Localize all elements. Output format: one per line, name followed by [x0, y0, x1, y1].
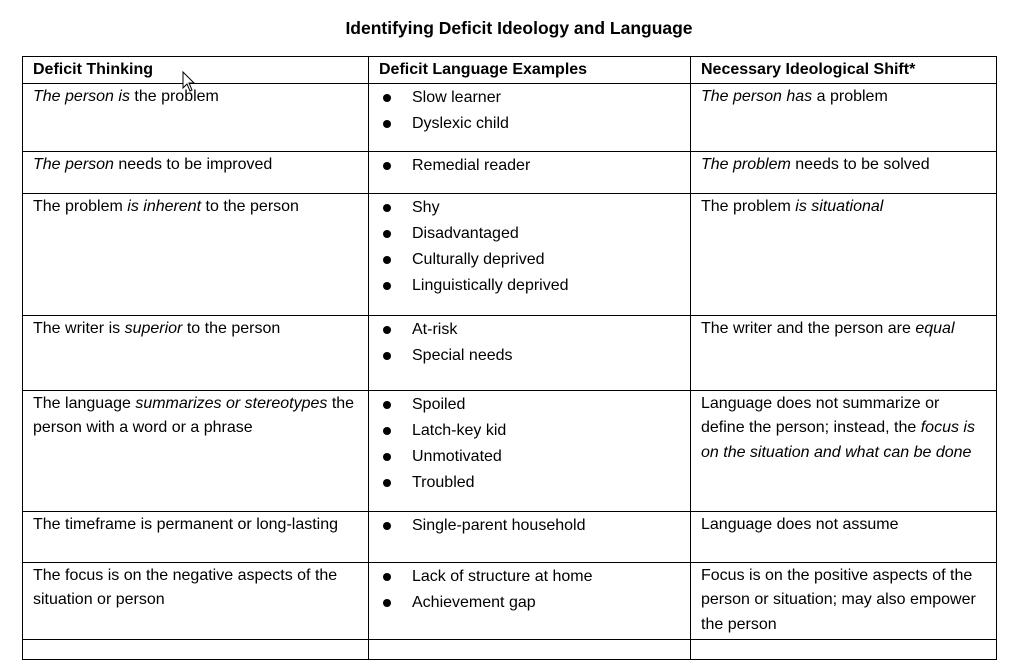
cell-text-segment: The writer is [33, 319, 125, 337]
cell-text-segment: is situational [795, 197, 884, 215]
bullet-item: Unmotivated [379, 444, 680, 470]
cell-deficit-thinking [23, 315, 369, 390]
cell-language-examples [369, 83, 691, 151]
table-row [23, 562, 997, 639]
cell-language-examples [369, 193, 691, 315]
cell-text-segment: is inherent [127, 197, 202, 215]
cell-text-segment: equal [915, 319, 955, 337]
table-row [23, 390, 997, 511]
cell-text-segment: The person has [701, 87, 813, 105]
mouse-cursor-icon [182, 71, 196, 93]
cell-ideological-shift [691, 315, 997, 390]
cell-language-examples [369, 151, 691, 193]
bullet-item: Lack of structure at home [379, 564, 680, 590]
empty-cell [691, 639, 997, 659]
bullet-list [379, 85, 680, 137]
table-row [23, 511, 997, 562]
cell-text-segment: Language does not assume [701, 515, 899, 533]
cell-text-segment: Focus is on the positive aspects of the person or situation; may also empower the person [701, 566, 976, 633]
header-deficit-language-examples: Deficit Language Examples [369, 57, 691, 84]
bullet-item: Spoiled [379, 392, 680, 418]
table-row [23, 83, 997, 151]
bullet-item: Slow learner [379, 85, 680, 111]
cell-language-examples [369, 562, 691, 639]
cell-text-segment: The problem [701, 197, 796, 215]
deficit-ideology-table [22, 56, 997, 660]
cell-text-segment: The problem [33, 197, 128, 215]
bullet-item: Linguistically deprived [379, 273, 680, 299]
cell-language-examples [369, 315, 691, 390]
bullet-item: Disadvantaged [379, 221, 680, 247]
bullet-item: Remedial reader [379, 153, 680, 179]
cell-text-segment: Language does not summarize or define the person; instead, the [701, 394, 940, 436]
cell-deficit-thinking [23, 562, 369, 639]
bullet-item: Achievement gap [379, 590, 680, 616]
table-row [23, 151, 997, 193]
bullet-item: Dyslexic child [379, 111, 680, 137]
cell-ideological-shift [691, 562, 997, 639]
bullet-list [379, 153, 680, 179]
bullet-item: Troubled [379, 470, 680, 496]
cell-text-segment: summarizes or stereotypes [135, 394, 328, 412]
bullet-item: Special needs [379, 343, 680, 369]
cell-text-segment: The language [33, 394, 136, 412]
header-deficit-thinking: Deficit Thinking [23, 57, 369, 84]
cell-text-segment: superior [124, 319, 183, 337]
cell-text-segment: focus is on the situation and what can be done [701, 419, 975, 461]
bullet-list [379, 392, 680, 496]
cell-text-segment: to the person [182, 319, 281, 337]
bullet-item: Shy [379, 195, 680, 221]
bullet-item: Single-parent household [379, 513, 680, 539]
table-row [23, 639, 997, 659]
cell-language-examples [369, 390, 691, 511]
cell-deficit-thinking [23, 511, 369, 562]
cell-text-segment: The person [33, 155, 114, 173]
bullet-list [379, 317, 680, 369]
cell-text-segment: The person is [33, 87, 130, 105]
cell-text-segment: The focus is on the negative aspects of the situation or person [33, 566, 338, 608]
bullet-list [379, 513, 680, 539]
document-title: Identifying Deficit Ideology and Language [345, 18, 693, 38]
cell-ideological-shift [691, 83, 997, 151]
table-header-row [23, 57, 997, 84]
empty-cell [369, 639, 691, 659]
cell-text-segment: The writer and the person are [701, 319, 916, 337]
cell-ideological-shift [691, 193, 997, 315]
cell-deficit-thinking [23, 83, 369, 151]
cell-deficit-thinking [23, 151, 369, 193]
bullet-list [379, 195, 680, 299]
cell-text-segment: needs to be solved [790, 155, 930, 173]
cell-deficit-thinking [23, 390, 369, 511]
bullet-list [379, 564, 680, 616]
header-ideological-shift: Necessary Ideological Shift* [691, 57, 997, 84]
cell-text-segment: a problem [812, 87, 888, 105]
bullet-item: Culturally deprived [379, 247, 680, 273]
table-row [23, 193, 997, 315]
cell-text-segment: The timeframe is permanent or long-lasting [33, 515, 339, 533]
cell-ideological-shift [691, 511, 997, 562]
cell-deficit-thinking [23, 193, 369, 315]
table-row [23, 315, 997, 390]
cell-ideological-shift [691, 390, 997, 511]
empty-cell [23, 639, 369, 659]
cell-language-examples [369, 511, 691, 562]
cell-text-segment: to the person [201, 197, 299, 215]
bullet-item: Latch-key kid [379, 418, 680, 444]
cell-text-segment: The problem [701, 155, 791, 173]
cell-ideological-shift [691, 151, 997, 193]
bullet-item: At-risk [379, 317, 680, 343]
cell-text-segment: needs to be improved [113, 155, 273, 173]
cell-text-segment: the problem [129, 87, 219, 105]
cell-text-segment: the person with a word or a phrase [33, 394, 355, 436]
